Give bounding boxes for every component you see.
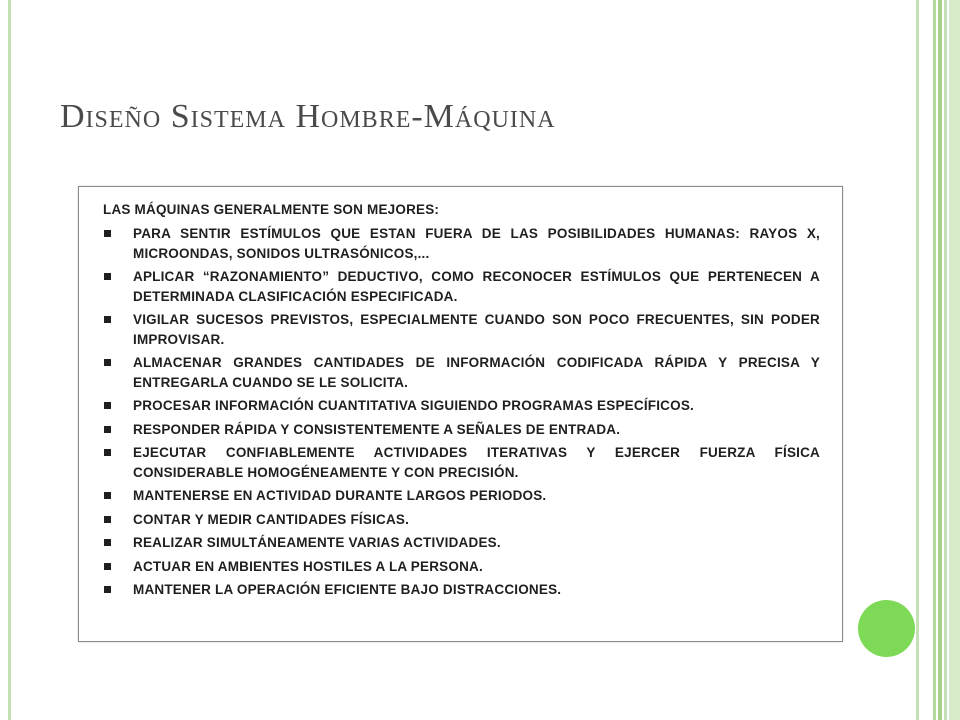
square-bullet-icon <box>104 426 111 433</box>
list-item-text: VIGILAR SUCESOS PREVISTOS, ESPECIALMENTE CUANDO SON POCO FRECUENTES, SIN PODER IMPROVISAR. <box>133 312 820 347</box>
list-item-text: EJECUTAR CONFIABLEMENTE ACTIVIDADES ITERATIVAS Y EJERCER FUERZA FÍSICA CONSIDERABLE HOMOGÉNEAMENTE Y CON PRECISIÓN. <box>133 445 820 480</box>
list-item <box>103 353 820 392</box>
square-bullet-icon <box>104 359 111 366</box>
right-decorative-stripes <box>916 0 960 720</box>
list-item-text: MANTENERSE EN ACTIVIDAD DURANTE LARGOS PERIODOS. <box>133 488 547 503</box>
square-bullet-icon <box>104 316 111 323</box>
list-item-text: PROCESAR INFORMACIÓN CUANTITATIVA SIGUIENDO PROGRAMAS ESPECÍFICOS. <box>133 398 694 413</box>
square-bullet-icon <box>104 516 111 523</box>
list-item <box>103 267 820 306</box>
list-item-text: MANTENER LA OPERACIÓN EFICIENTE BAJO DISTRACCIONES. <box>133 582 562 597</box>
list-item-text: REALIZAR SIMULTÁNEAMENTE VARIAS ACTIVIDADES. <box>133 535 501 550</box>
left-border-line <box>8 0 11 720</box>
bullet-list <box>103 224 820 600</box>
square-bullet-icon <box>104 563 111 570</box>
stripe <box>916 0 919 720</box>
list-item-text: PARA SENTIR ESTÍMULOS QUE ESTAN FUERA DE LAS POSIBILIDADES HUMANAS: RAYOS X, MICROONDAS, SONIDOS ULTRASÓNICOS,... <box>133 226 820 261</box>
square-bullet-icon <box>104 539 111 546</box>
list-item <box>103 557 820 577</box>
intro-text: LAS MÁQUINAS GENERALMENTE SON MEJORES: <box>103 202 440 217</box>
list-item-text: ALMACENAR GRANDES CANTIDADES DE INFORMACIÓN CODIFICADA RÁPIDA Y PRECISA Y ENTREGARLA CUANDO SE LE SOLICITA. <box>133 355 820 390</box>
list-item <box>103 396 820 416</box>
square-bullet-icon <box>104 402 111 409</box>
stripe <box>938 0 942 720</box>
square-bullet-icon <box>104 586 111 593</box>
green-circle-decoration <box>858 600 915 657</box>
stripe <box>949 0 960 720</box>
list-item <box>103 443 820 482</box>
slide-title: Diseño Sistema Hombre-Máquina <box>60 98 556 135</box>
list-item <box>103 580 820 600</box>
list-item <box>103 510 820 530</box>
stripe <box>944 0 947 720</box>
list-item-text: RESPONDER RÁPIDA Y CONSISTENTEMENTE A SEÑALES DE ENTRADA. <box>133 421 621 437</box>
stripe <box>921 0 933 720</box>
list-item <box>103 420 820 440</box>
list-item <box>103 486 820 506</box>
list-item-text: ACTUAR EN AMBIENTES HOSTILES A LA PERSONA. <box>133 558 483 574</box>
list-item <box>103 310 820 349</box>
list-item <box>103 533 820 553</box>
list-item-text: APLICAR “RAZONAMIENTO” DEDUCTIVO, COMO RECONOCER ESTÍMULOS QUE PERTENECEN A DETERMINADA CLASIFICACIÓN ESPECIFICADA. <box>133 269 820 304</box>
square-bullet-icon <box>104 230 111 237</box>
stripe <box>933 0 936 720</box>
content-box <box>78 186 843 642</box>
list-item-text: CONTAR Y MEDIR CANTIDADES FÍSICAS. <box>133 511 410 527</box>
square-bullet-icon <box>104 273 111 280</box>
list-item <box>103 224 820 263</box>
square-bullet-icon <box>104 449 111 456</box>
square-bullet-icon <box>104 492 111 499</box>
